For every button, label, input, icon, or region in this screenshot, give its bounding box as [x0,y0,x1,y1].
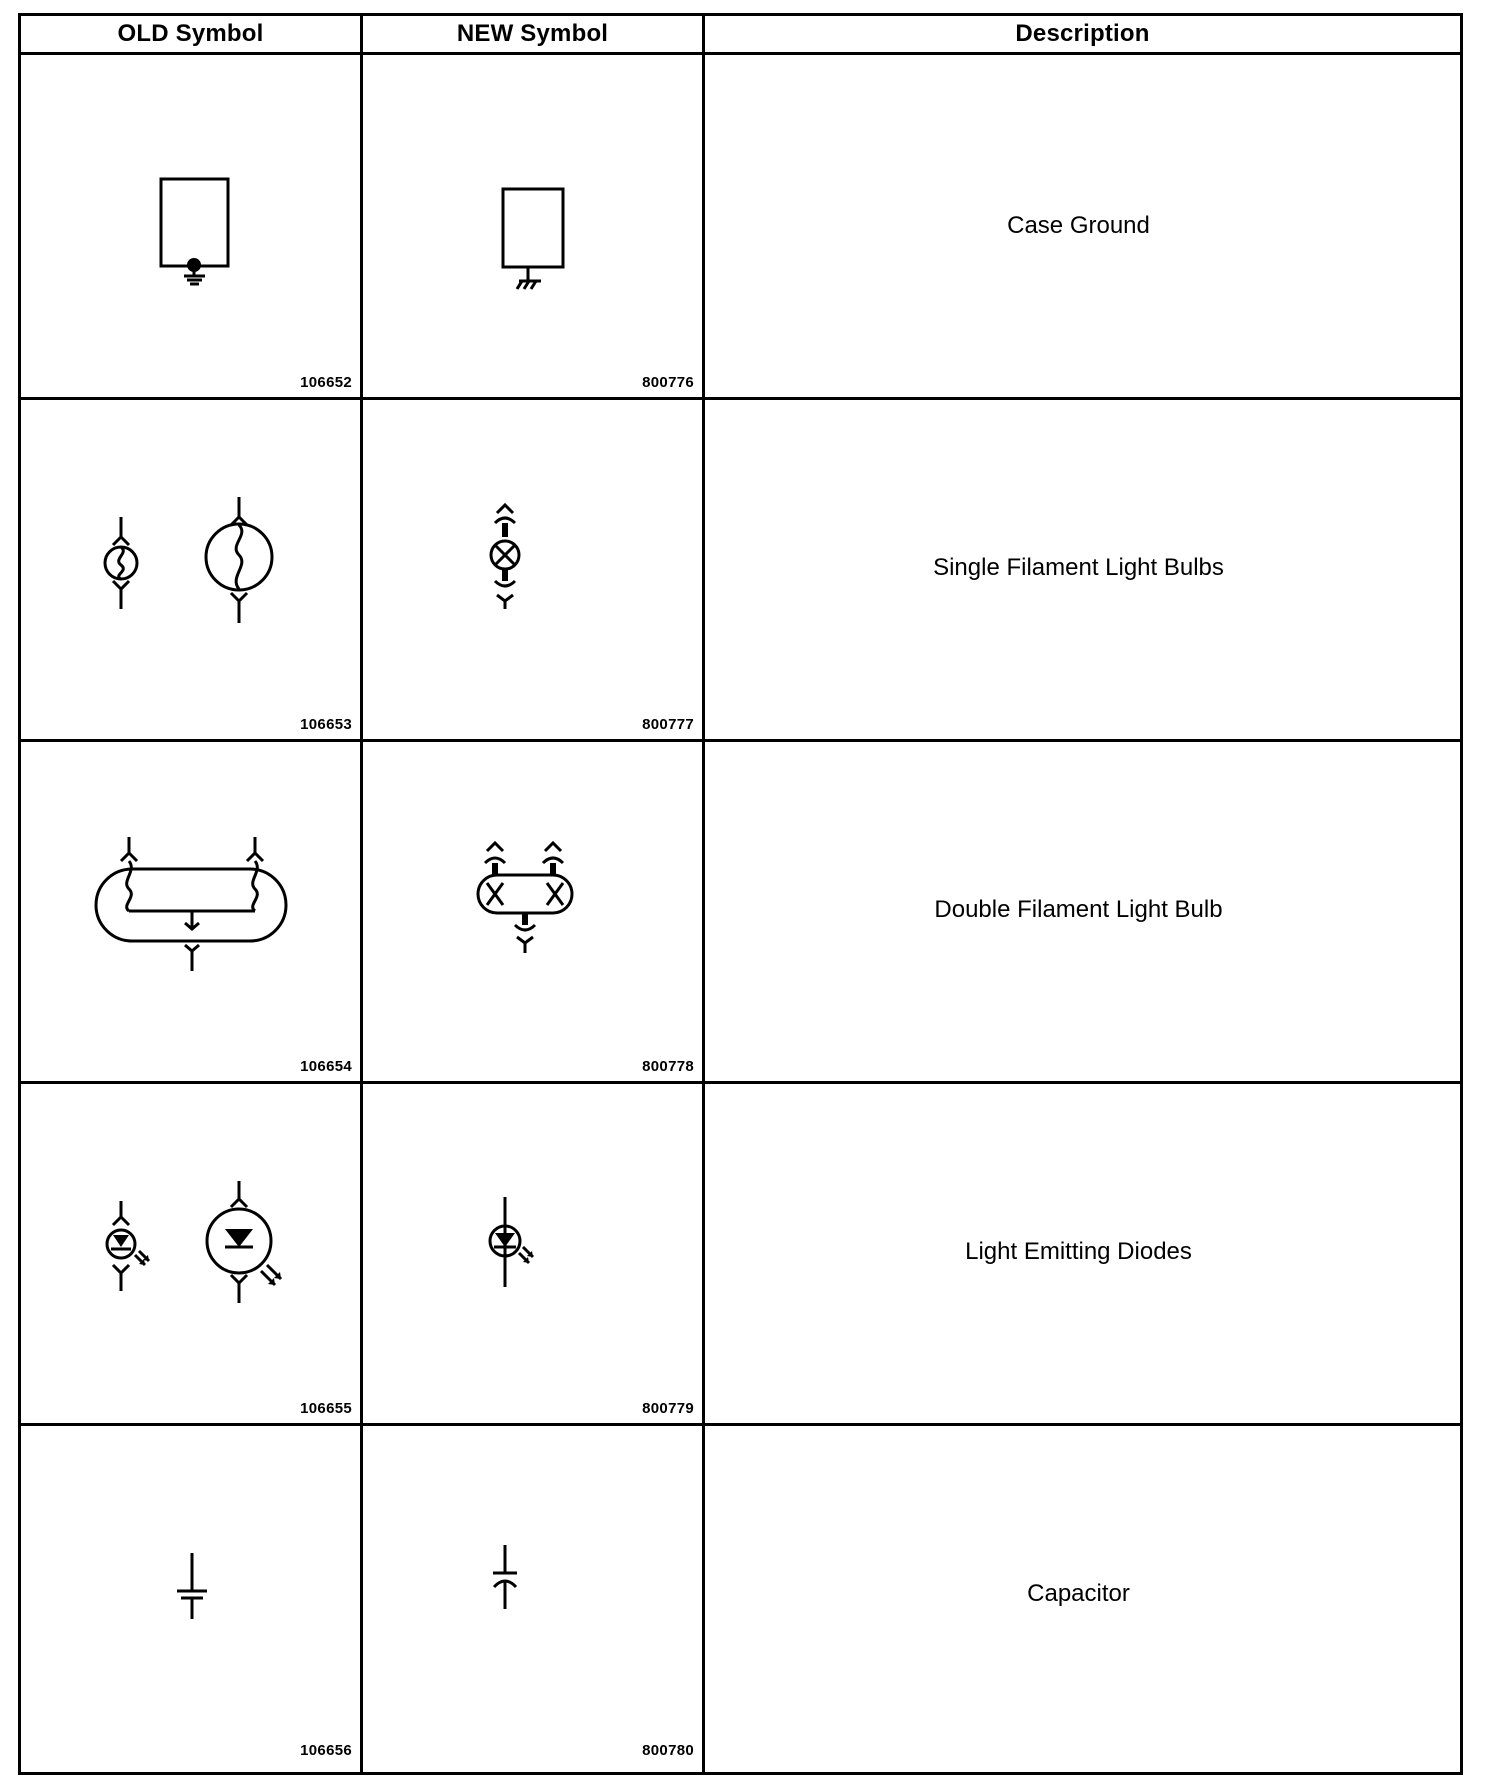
old-figure-number: 106652 [300,374,352,391]
description-text: Double Filament Light Bulb [934,896,1223,923]
double-filament-bulb-new-icon [363,739,702,1081]
old-figure-number: 106655 [300,1400,352,1417]
description-cell [705,739,1460,1081]
table-header-row [21,16,1460,55]
single-filament-bulb-old-icon [21,397,360,739]
old-symbol-cell [21,55,360,397]
new-symbol-cell [363,1081,702,1423]
led-old-icon [21,1081,360,1423]
new-figure-number: 800778 [642,1058,694,1075]
description-cell [705,1081,1460,1423]
new-figure-number: 800777 [642,716,694,733]
old-symbol-cell [21,1423,360,1765]
new-figure-number: 800776 [642,374,694,391]
case-ground-new-icon [363,55,702,397]
single-filament-bulb-new-icon [363,397,702,739]
table-row [21,1081,1460,1426]
new-symbol-cell [363,397,702,739]
description-text: Single Filament Light Bulbs [933,554,1224,581]
description-text: Capacitor [1027,1580,1130,1607]
new-figure-number: 800780 [642,1742,694,1759]
new-figure-number: 800779 [642,1400,694,1417]
description-text: Case Ground [1007,212,1150,239]
description-text: Light Emitting Diodes [965,1238,1192,1265]
old-figure-number: 106656 [300,1742,352,1759]
symbol-comparison-table [18,13,1463,1775]
table-row [21,397,1460,742]
capacitor-old-icon [21,1423,360,1765]
description-cell [705,1423,1460,1765]
new-symbol-cell [363,1423,702,1765]
old-symbol-cell [21,739,360,1081]
new-symbol-cell [363,55,702,397]
old-figure-number: 106654 [300,1058,352,1075]
old-figure-number: 106653 [300,716,352,733]
table-row [21,1423,1460,1768]
table-row [21,55,1460,400]
led-new-icon [363,1081,702,1423]
new-symbol-cell [363,739,702,1081]
old-symbol-cell [21,397,360,739]
capacitor-new-icon [363,1423,702,1765]
description-cell [705,397,1460,739]
case-ground-old-icon [21,55,360,397]
double-filament-bulb-old-icon [21,739,360,1081]
old-symbol-cell [21,1081,360,1423]
table-row [21,739,1460,1084]
header-description: Description [1015,20,1150,47]
header-new-symbol: NEW Symbol [456,20,609,47]
header-old-symbol: OLD Symbol [117,20,264,47]
description-cell [705,55,1460,397]
